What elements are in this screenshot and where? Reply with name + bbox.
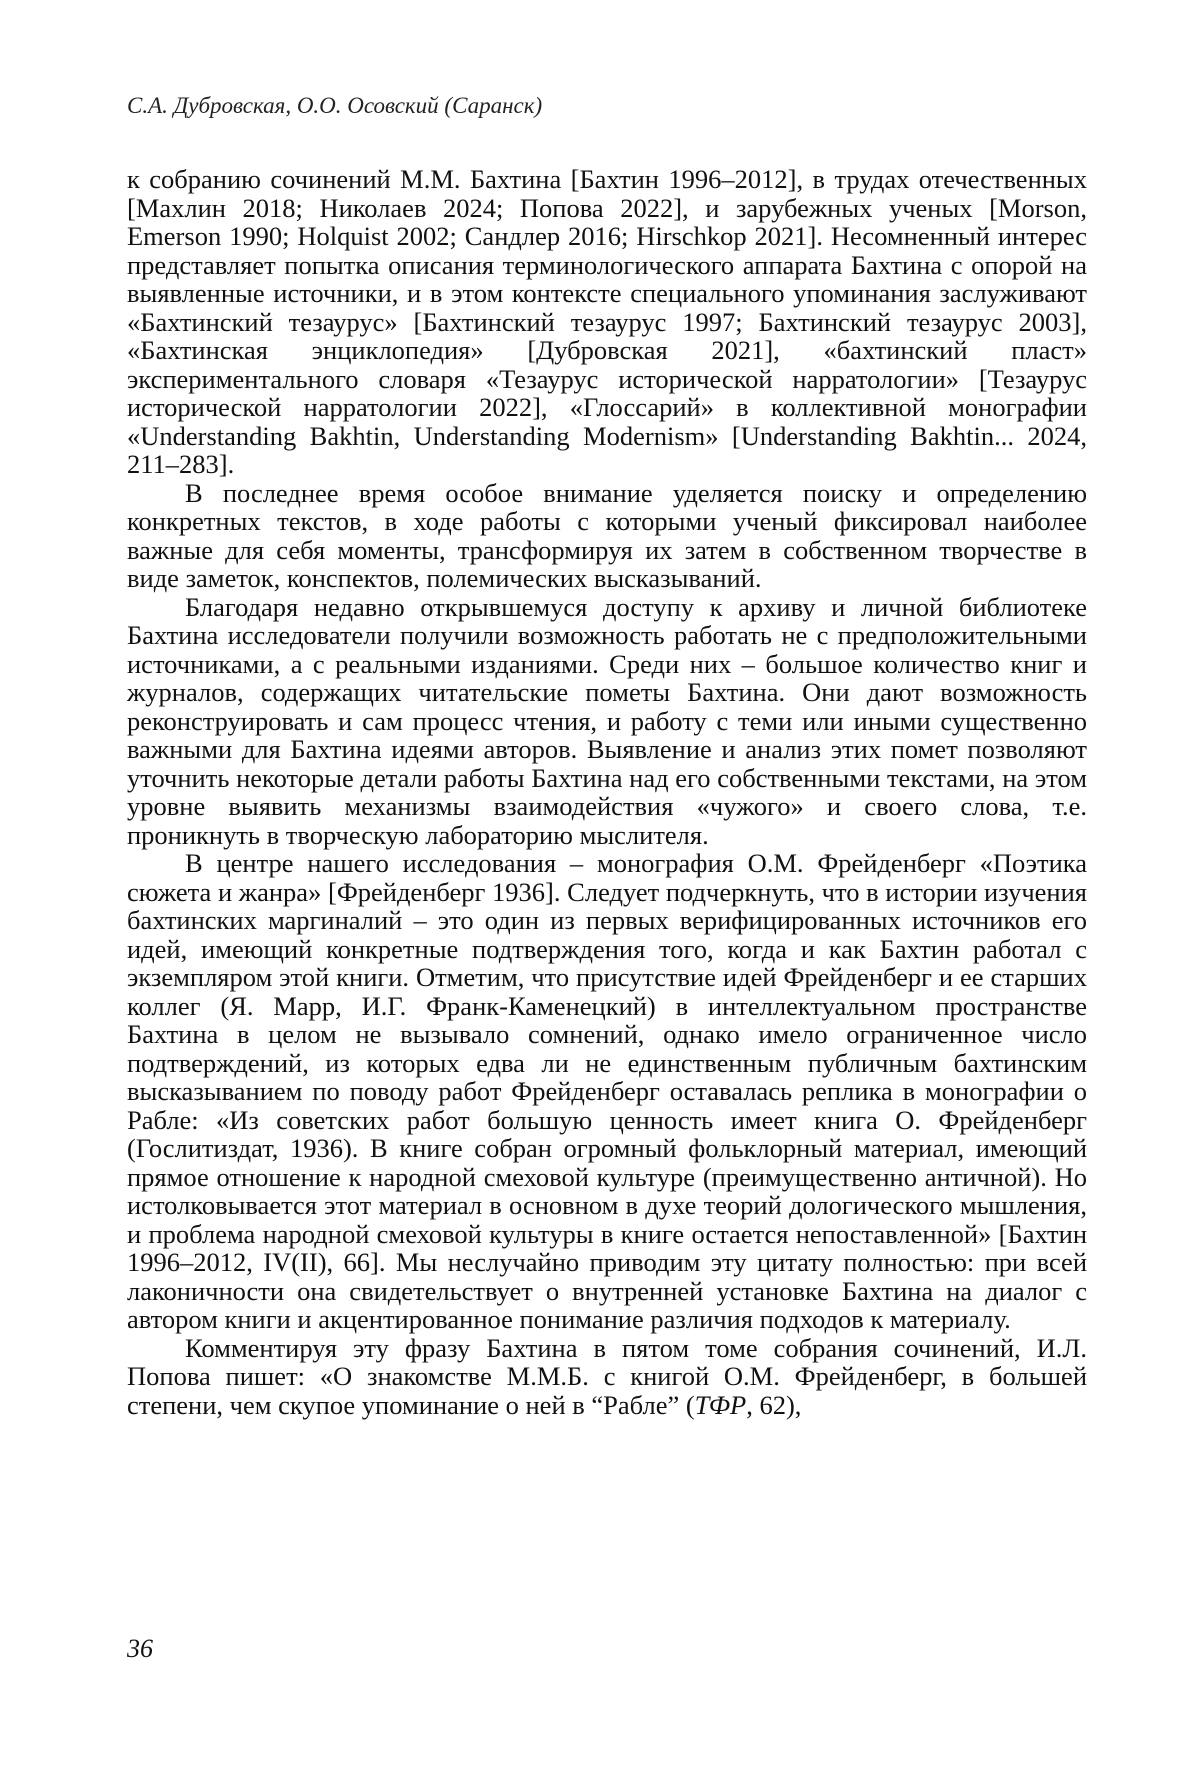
paragraph-5-tail: , 62), bbox=[746, 1389, 802, 1420]
page-number: 36 bbox=[127, 1634, 153, 1663]
paragraph-2: В последнее время особое внимание уделяется поиску и определению конкретных текстов, в ходе работы с которыми ученый фиксировал наиболее важные для себя моменты, трансформируя их затем в собственном творчестве в виде заметок, конспектов, полемических высказываний. bbox=[127, 477, 1087, 593]
running-head: С.А. Дубровская, О.О. Осовский (Саранск) bbox=[127, 93, 543, 118]
paragraph-4: В центре нашего исследования – монография О.М. Фрейденберг «Поэтика сюжета и жанра» [Фрейденберг 1936]. Следует подчеркнуть, что в истории изучения бахтинских маргиналий – это один из первых верифицированных источников его идей, имеющий конкретные подтверждения того, когда и как Бахтин работал с экземпляром этой книги. Отметим, что присутствие идей Фрейденберг и ее старших коллег (Я. Марр, И.Г. Франк-Каменецкий) в интеллектуальном пространстве Бахтина в целом не вызывало сомнений, однако имело ограниченное число подтверждений, из которых едва ли не единственным публичным бахтинским высказыванием по поводу работ Фрейденберг оставалась реплика в монографии о Рабле: «Из советских работ большую ценность имеет книга О. Фрейденберг (Гослитиздат, 1936). В книге собран огромный фольклорный материал, имеющий прямое отношение к народной смеховой культуре (преимущественно античной). Но истолковывается этот материал в основном в духе теорий дологического мышления, и проблема народной смеховой культуры в книге остается непоставленной» [Бахтин 1996–2012, IV(II), 66]. Мы неслучайно приводим эту цитату полностью: при всей лаконичности она свидетельствует о внутренней установке Бахтина на диалог с автором книги и акцентированное понимание различия подходов к материалу. bbox=[127, 848, 1087, 1334]
paragraph-5-text: Комментируя эту фразу Бахтина в пятом томе собрания сочинений, И.Л. Попова пишет: «О знакомстве М.М.Б. с книгой О.М. Фрейденберг, в большей степени, чем скупое упоминание о ней в “Рабле” ( bbox=[127, 1332, 1087, 1420]
paragraph-5 bbox=[127, 1334, 1087, 1420]
body-text bbox=[127, 165, 1087, 1419]
paragraph-3: Благодаря недавно открывшемуся доступу к архиву и личной библиотеке Бахтина исследователи получили возможность работать не с предположительными источниками, а с реальными изданиями. Среди них – большое количество книг и журналов, содержащих читательские пометы Бахтина. Они дают возможность реконструировать и сам процесс чтения, и работу с теми или иными существенно важными для Бахтина идеями авторов. Выявление и анализ этих помет позволяют уточнить некоторые детали работы Бахтина над его собственными текстами, на этом уровне выявить механизмы взаимодействия «чужого» и своего слова, т.е. проникнуть в творческую лабораторию мыслителя. bbox=[127, 591, 1087, 850]
paragraph-1: к собранию сочинений М.М. Бахтина [Бахтин 1996–2012], в трудах отечественных [Махлин 2018; Николаев 2024; Попова 2022], и зарубежных ученых [Morson, Emerson 1990; Holquist 2002; Сандлер 2016; Hirschkop 2021]. Несомненный интерес представляет попытка описания терминологического аппарата Бахтина с опорой на выявленные источники, и в этом контексте специального упоминания заслуживают «Бахтинский тезаурус» [Бахтинский тезаурус 1997; Бахтинский тезаурус 2003], «Бахтинская энциклопедия» [Дубровская 2021], «бахтинский пласт» экспериментального словаря «Тезаурус исторической нарратологии» [Тезаурус исторической нарратологии 2022], «Глоссарий» в коллективной монографии «Understanding Bakhtin, Understanding Modernism» [Understanding Bakhtin... 2024, 211–283]. bbox=[127, 164, 1087, 479]
abbreviation-tfr: ТФР bbox=[694, 1389, 747, 1420]
